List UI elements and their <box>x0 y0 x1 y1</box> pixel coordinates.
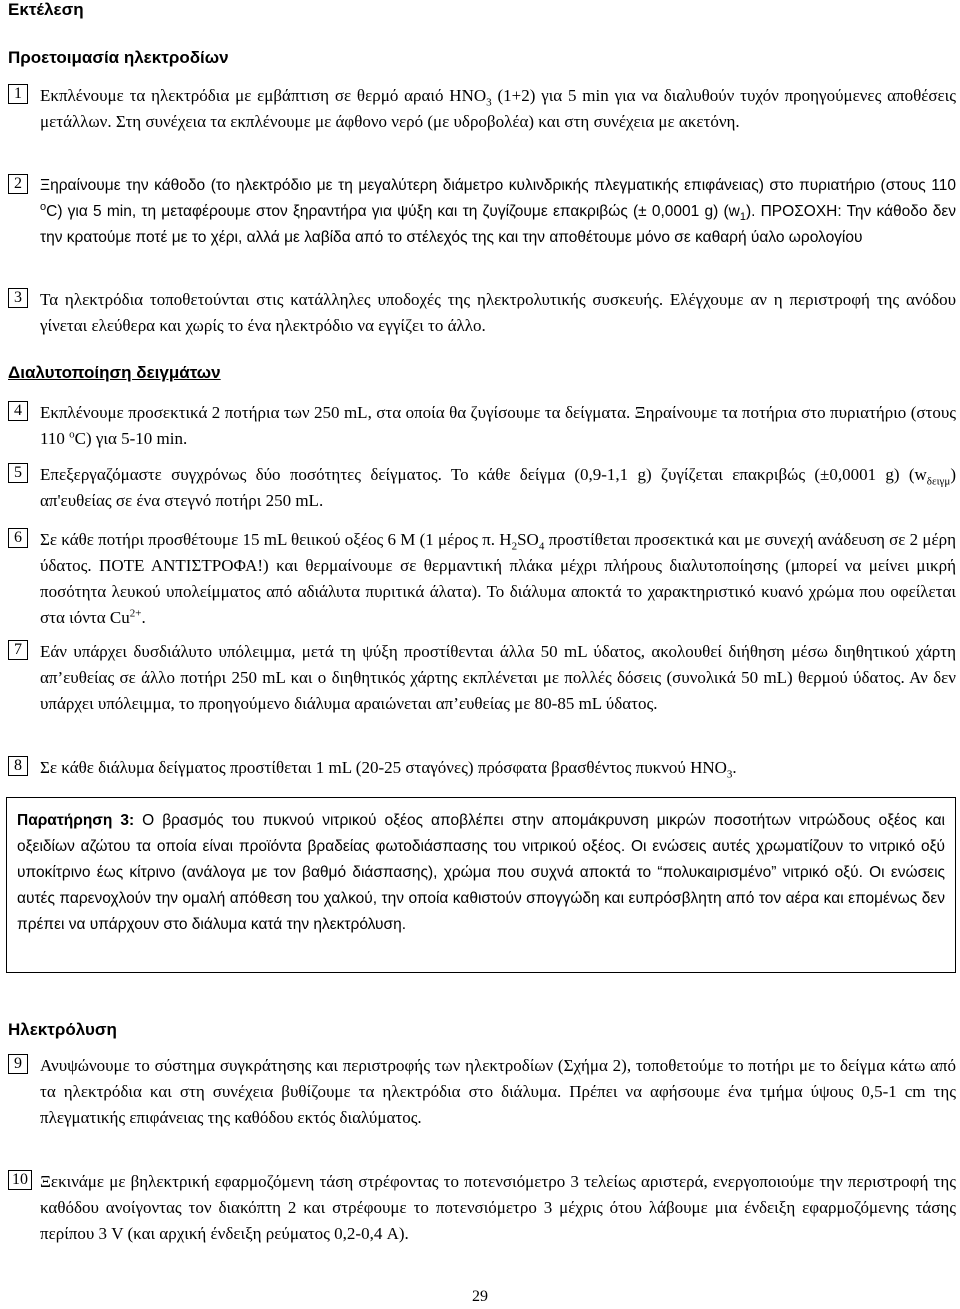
step-6 <box>8 527 956 631</box>
step-text: Ξηραίνουμε την κάθοδο (το ηλεκτρόδιο με τη μεγαλύτερη διάμετρο κυλινδρικής πλεγματικής επιφάνειας) στο πυριατήριο (στους 110 $^o$C) για 5 min, τη μεταφέρουμε στον ξηραντήρα για ψύξη και τη ζυγίζουμε επακριβώς (± 0,0001 g) $(w_1)$. ΠΡΟΣΟΧΗ: Την κάθοδο δεν την κρατούμε ποτέ με το χέρι, αλλά με λαβίδα από το στέλεχός της και την αποθέτουμε μόνο σε καθαρή ύαλο ωρολογίου <box>40 177 956 246</box>
step-number: 10 <box>8 1170 32 1190</box>
step-9 <box>8 1053 956 1131</box>
note-label: Παρατήρηση 3: <box>17 812 135 829</box>
step-number: 7 <box>8 640 28 660</box>
section-heading-execution: Εκτέλεση <box>8 0 84 19</box>
step-number: 5 <box>8 463 28 483</box>
page-number: 29 <box>472 1288 488 1305</box>
section-heading-electrolysis: Ηλεκτρόλυση <box>8 1020 117 1039</box>
section-heading-electrode-prep: Προετοιμασία ηλεκτροδίων <box>8 48 229 67</box>
step-text: Εκπλένουμε προσεκτικά 2 ποτήρια των 250 mL, στα οποία θα ζυγίσουμε τα δείγματα. Ξηραίνουμε τα ποτήρια στο πυριατήριο (στους 110 $^o$C) για 5-10 min. <box>40 403 956 448</box>
step-2 <box>8 173 956 251</box>
step-8 <box>8 755 956 781</box>
note-text: Παρατήρηση 3: Ο βρασμός του πυκνού νιτρικού οξέος αποβλέπει στην απομάκρυνση μικρών ποσοτήτων νιτρώδους οξέος και οξειδίων αζώτου τα οποία είναι προϊόντα βραδείας φωτοδιάσπασης του νιτρικού οξέος. Οι ενώσεις αυτές χρωματίζουν το νιτρικό οξύ υποκίτρινο έως κίτρινο (ανάλογα με τον βαθμό διάσπασης), χρώμα που συχνά αποκτά το “πολυκαιρισμένο” νιτρικό οξύ. Οι ενώσεις αυτές παρενοχλούν την ομαλή απόθεση του χαλκού, την οποία καθιστούν σπογγώδη και ευπρόσβλητη από τον αέρα και επομένως δεν πρέπει να υπάρχουν στο διάλυμα κατά την ηλεκτρόλυση. <box>17 812 945 933</box>
step-number: 6 <box>8 528 28 548</box>
step-1 <box>8 83 956 135</box>
step-10 <box>8 1169 956 1247</box>
step-number: 8 <box>8 756 28 776</box>
step-text: Εάν υπάρχει δυσδιάλυτο υπόλειμμα, μετά τη ψύξη προστίθενται άλλα 50 mL ύδατος, ακολουθεί διήθηση μέσω διηθητικού χάρτη απ’ευθείας σε άλλο ποτήρι 250 mL και ο διηθητικός χάρτης εκπλένεται με πολλές δόσεις (συνολικά 50 mL) θερμού ύδατος. Αν δεν υπάρχει υπόλειμμα, το προηγούμενο διάλυμα αραιώνεται απ’ευθείας με 80-85 mL ύδατος. <box>40 642 956 713</box>
note-box <box>6 797 956 973</box>
step-text: Επεξεργαζόμαστε συγχρόνως δύο ποσότητες δείγματος. Το κάθε δείγμα (0,9-1,1 g) ζυγίζεται επακριβώς (±0,0001 g) $(w_{\delta\varepsilon\iota\gamma\mu})$ απ'ευθείας σε ένα στεγνό ποτήρι 250 mL. <box>40 465 956 510</box>
step-number: 4 <box>8 401 28 421</box>
step-text: Σε κάθε διάλυμα δείγματος προστίθεται 1 mL (20-25 σταγόνες) πρόσφατα βρασθέντος πυκνού $HNO_3$. <box>40 758 737 781</box>
step-text: Τα ηλεκτρόδια τοποθετούνται στις κατάλληλες υποδοχές της ηλεκτρολυτικής συσκευής. Ελέγχουμε αν η περιστροφή της ανόδου γίνεται ελεύθερα και χωρίς το ένα ηλεκτρόδιο να εγγίζει το άλλο. <box>40 290 956 335</box>
step-text: Σε κάθε ποτήρι προσθέτουμε 15 mL θειικού οξέος 6 M (1 μέρος π. $H_2SO_4$ προστίθεται προσεκτικά και με συνεχή ανάδευση σε 2 μέρη ύδατος. ΠΟΤΕ ΑΝΤΙΣΤΡΟΦΑ!) και θερμαίνουμε σε θερμαντική πλάκα μέχρι πλήρους διαλυτοποίησης (μπορεί να μείνει μικρή ποσότητα λευκού υπολείμματος από αδιάλυτα πυριτικά άλατα). Το διάλυμα αποκτά το χαρακτηριστικό κυανό χρώμα που οφείλεται στα ιόντα $Cu^{2+}$. <box>40 530 957 627</box>
step-text: Εκπλένουμε τα ηλεκτρόδια με εμβάπτιση σε θερμό αραιό $HNO_3$ (1+2) για 5 min για να διαλυθούν τυχόν προηγούμενες αποθέσεις μετάλλων. Στη συνέχεια τα εκπλένουμε με άφθονο νερό (με υδροβολέα) και στη συνέχεια με ακετόνη. <box>40 86 956 131</box>
step-text: Ξεκινάμε με βηλεκτρική εφαρμοζόμενη τάση στρέφοντας το ποτενσιόμετρο 3 τελείως αριστερά, ενεργοποιούμε την περιστροφή της καθόδου ανοίγοντας τον διακόπτη 2 και στρέφουμε το ποτενσιόμετρο 3 μέχρις ότου λάβουμε μια ένδειξη εφαρμοζόμενης τάσης περίπου 3 V (και αρχική ένδειξη ρεύματος 0,2-0,4 A). <box>40 1172 956 1243</box>
step-number: 1 <box>8 84 28 104</box>
step-7 <box>8 639 956 717</box>
step-3 <box>8 287 956 339</box>
step-number: 9 <box>8 1054 28 1074</box>
step-4 <box>8 400 956 452</box>
step-5 <box>8 462 956 514</box>
step-number: 2 <box>8 174 28 194</box>
section-heading-dissolution: Διαλυτοποίηση δειγμάτων <box>8 363 221 382</box>
step-number: 3 <box>8 288 28 308</box>
step-text: Ανυψώνουμε το σύστημα συγκράτησης και περιστροφής των ηλεκτροδίων (Σχήμα 2), τοποθετούμε το ποτήρι με το δείγμα κάτω από τα ηλεκτρόδια και στη συνέχεια βυθίζουμε τα ηλεκτρόδια στο διάλυμα. Πρέπει να αφήσουμε ένα τμήμα ύψους 0,5-1 cm της πλεγματικής επιφάνειας της καθόδου εκτός διαλύματος. <box>40 1056 956 1127</box>
